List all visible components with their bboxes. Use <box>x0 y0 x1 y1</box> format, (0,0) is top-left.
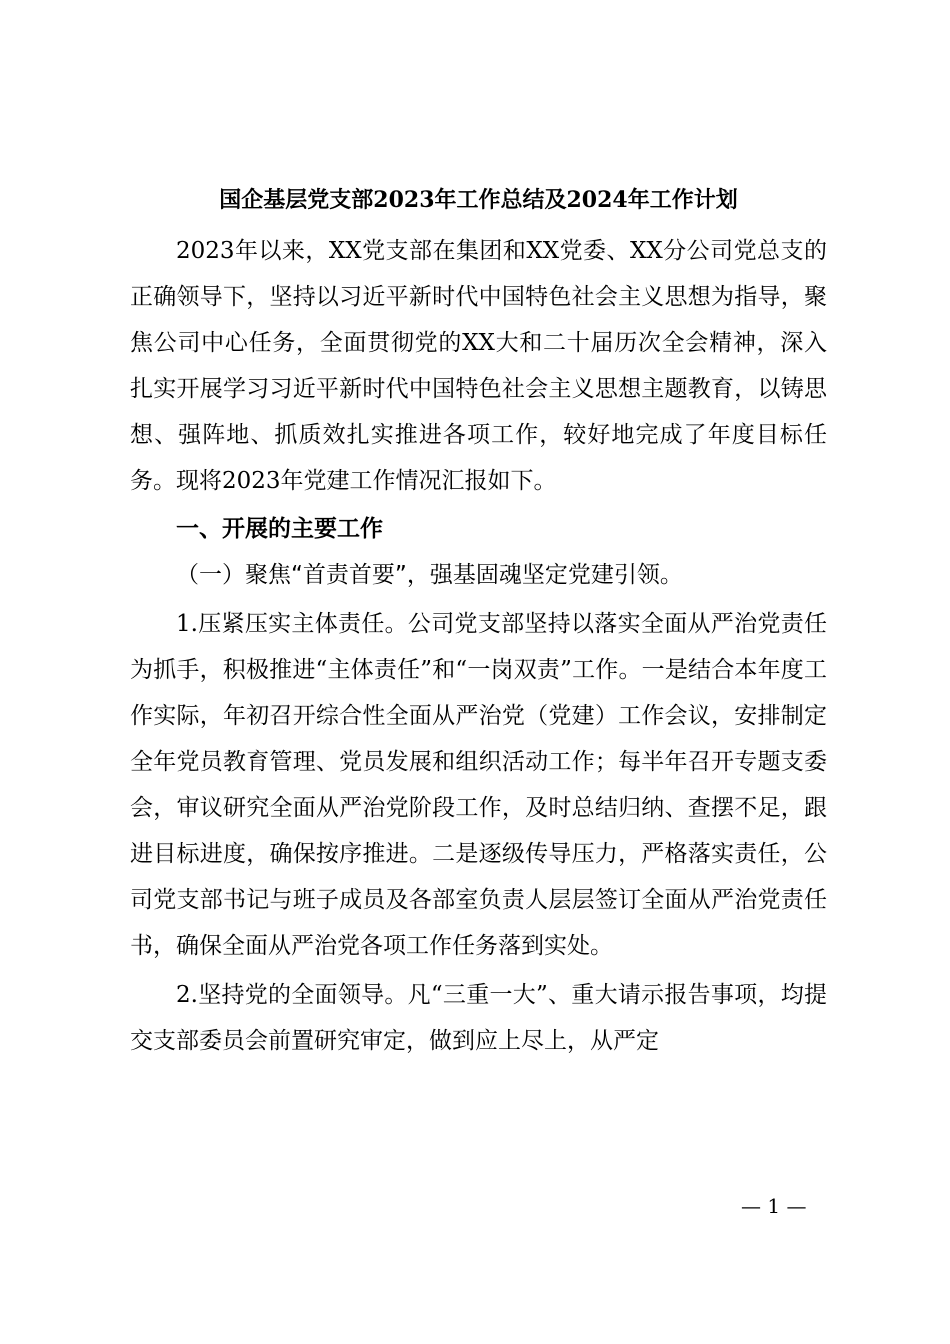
item-paragraph-1: 1.压紧压实主体责任。公司党支部坚持以落实全面从严治党责任为抓手，积极推进“主体责任”和“一岗双责”工作。一是结合本年度工作实际，年初召开综合性全面从严治党（党建）工作会议，安排制定全年党员教育管理、党员发展和组织活动工作；每半年召开专题支委会，审议研究全面从严治党阶段工作，及时总结归纳、查摆不足，跟进目标进度，确保按序推进。二是逐级传导压力，严格落实责任，公司党支部书记与班子成员及各部室负责人层层签订全面从严治党责任书，确保全面从严治党各项工作任务落到实处。 <box>130 611 827 959</box>
document-title: 国企基层党支部2023年工作总结及2024年工作计划 <box>219 187 738 213</box>
subsection-heading: （一）聚焦“首责首要”，强基固魂坚定党建引领。 <box>176 562 683 588</box>
document-body <box>130 228 827 1064</box>
item-paragraph-2: 2.坚持党的全面领导。凡“三重一大”、重大请示报告事项，均提交支部委员会前置研究审定，做到应上尽上，从严定 <box>130 982 827 1054</box>
page-number: — 1 — <box>741 1194 807 1218</box>
section-heading: 一、开展的主要工作 <box>176 516 383 542</box>
intro-paragraph: 2023年以来，XX党支部在集团和XX党委、XX分公司党总支的正确领导下，坚持以习近平新时代中国特色社会主义思想为指导，聚焦公司中心任务，全面贯彻党的XX大和二十届历次全会精神，深入扎实开展学习习近平新时代中国特色社会主义思想主题教育，以铸思想、强阵地、抓质效扎实推进各项工作，较好地完成了年度目标任务。现将2023年党建工作情况汇报如下。 <box>130 238 827 494</box>
